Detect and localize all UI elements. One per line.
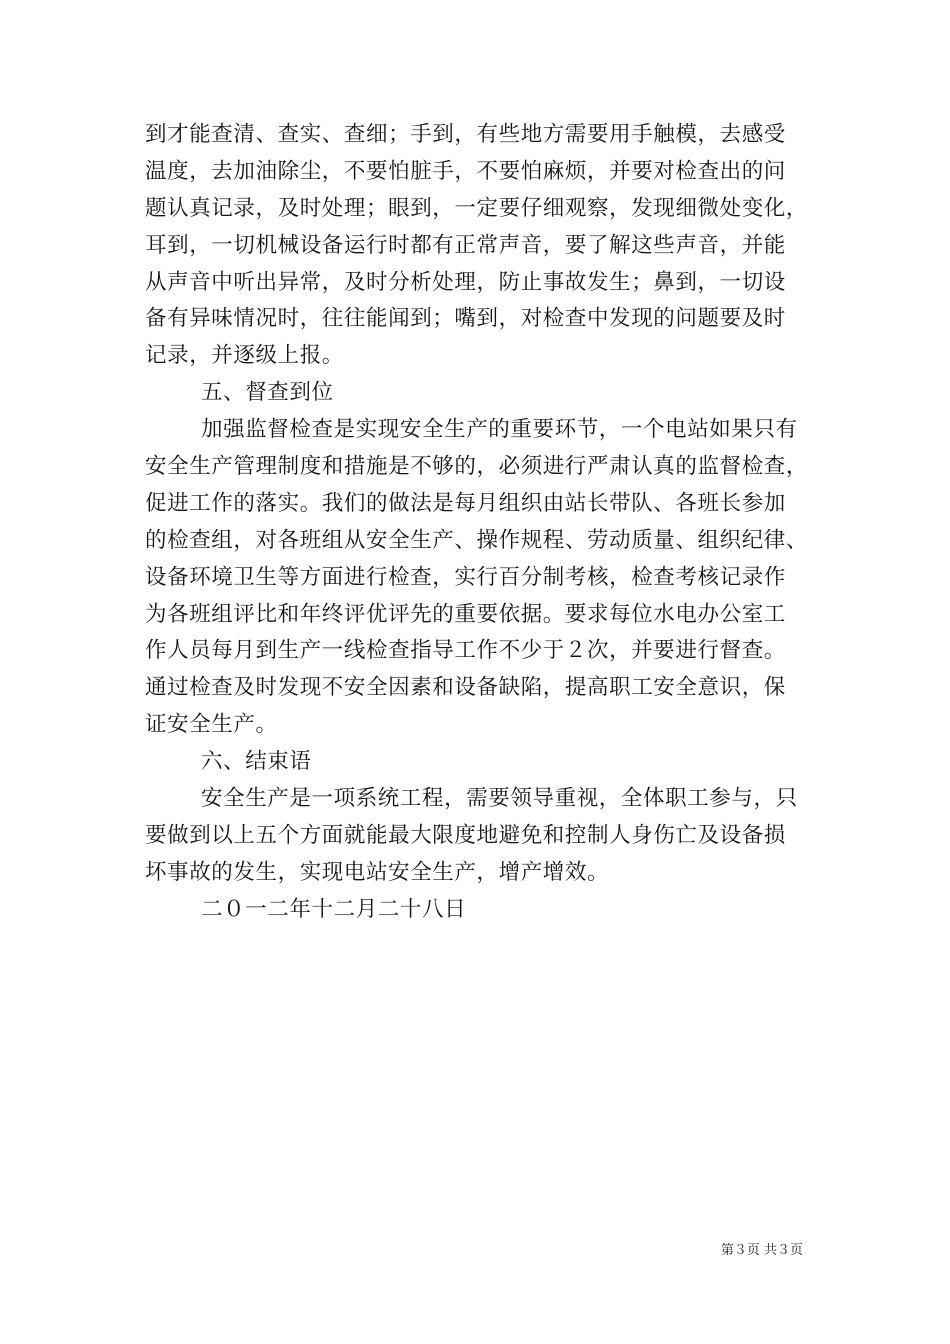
text-line: 设备环境卫生等方面进行检查，实行百分制考核，检查考核记录作: [145, 564, 786, 590]
section-heading: [145, 744, 813, 781]
text-line: 到才能查清、查实、查细；手到，有些地方需要用手触模，去感受: [145, 122, 786, 147]
document-body: [145, 117, 813, 929]
text-line: 证安全生产。: [145, 712, 278, 738]
text-line: 从声音中听出异常，及时分析处理，防止事故发生；鼻到，一切设: [145, 269, 786, 295]
text-line: 加强监督检查是实现安全生产的重要环节，一个电站如果只有: [201, 417, 798, 443]
text-line: 要做到以上五个方面就能最大限度地避免和控制人身伤亡及设备损: [145, 822, 786, 848]
body-paragraph: [145, 412, 813, 744]
text-line: 安全生产是一项系统工程，需要领导重视，全体职工参与，只: [201, 786, 798, 812]
text-line: 促进工作的落实。我们的做法是每月组织由站长带队、各班长参加: [145, 490, 786, 516]
text-line: 坏事故的发生，实现电站安全生产，增产增效。: [145, 859, 610, 885]
page-number-footer: 第３页 共３页: [720, 1243, 803, 1258]
document-date: 二０一二年十二月二十八日: [201, 896, 467, 922]
text-line: 作人员每月到生产一线检查指导工作不少于２次，并要进行督查。: [145, 638, 786, 664]
text-line: 耳到，一切机械设备运行时都有正常声音，要了解这些声音，并能: [145, 232, 786, 258]
text-line: 备有异味情况时，往往能闻到；嘴到，对检查中发现的问题要及时: [145, 306, 786, 332]
section-heading-text: 五、督查到位: [201, 380, 334, 406]
date-paragraph: [145, 892, 813, 929]
text-line: 为各班组评比和年终评优评先的重要依据。要求每位水电办公室工: [145, 601, 786, 627]
section-heading: [145, 375, 813, 412]
text-line: 题认真记录，及时处理；眼到，一定要仔细观察，发现细微处变化，: [145, 195, 809, 221]
text-line: 通过检查及时发现不安全因素和设备缺陷，提高职工安全意识，保: [145, 675, 786, 701]
text-line: 温度，去加油除尘，不要怕脏手，不要怕麻烦，并要对检查出的问: [145, 158, 786, 184]
body-paragraph: [145, 781, 813, 892]
text-line: 的检查组，对各班组从安全生产、操作规程、劳动质量、组织纪律、: [145, 527, 809, 553]
body-paragraph: [145, 117, 813, 375]
text-line: 安全生产管理制度和措施是不够的，必须进行严肃认真的监督检查，: [145, 454, 809, 480]
text-line: 记录，并逐级上报。: [145, 343, 344, 369]
section-heading-text: 六、结束语: [201, 749, 312, 775]
